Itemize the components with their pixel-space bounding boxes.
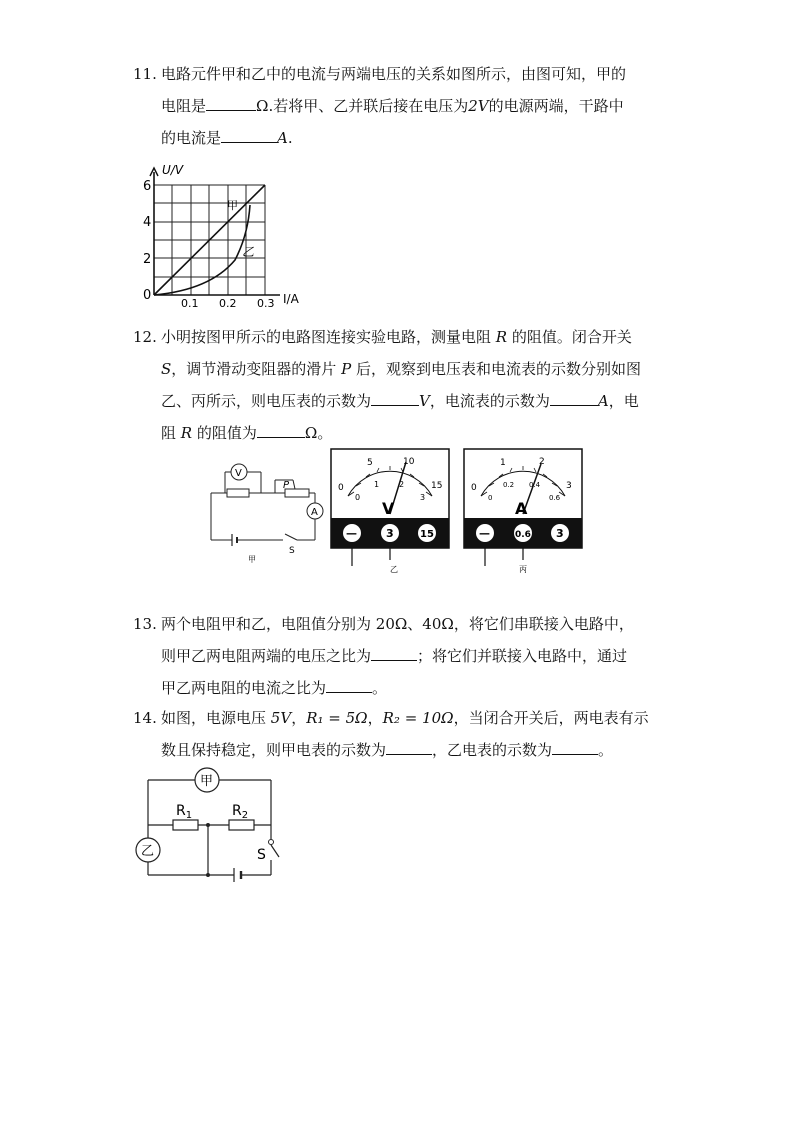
answer-blank[interactable] [386,736,432,755]
ui-graph [140,160,310,310]
q11-line-2: 电阻是 Ω.若将甲、乙并联后接在电压为2V的电源两端，干路中 [133,90,626,122]
q12-line-2: S，调节滑动变阻器的滑片 P 后，观察到电压表和电流表的示数分别如图 [161,360,641,378]
q14-circuit [133,765,283,887]
q13-line-3: 甲乙两电阻的电流之比为 。 [133,672,634,704]
q12-number: 12. [133,328,157,346]
q11-number: 11. [133,65,157,83]
circuit-caption: 甲 [248,555,256,564]
switch-label: S [289,546,295,556]
v-terminal-3: 3 [386,527,394,540]
a-outer-2: 2 [539,457,545,467]
answer-blank[interactable] [221,124,277,143]
v-outer-10: 10 [403,457,415,467]
r1-label: $R_1$ [176,803,193,821]
graph-xlabel: I/A [283,292,299,306]
q13-number: 13. [133,615,157,633]
answer-blank[interactable] [550,387,598,406]
meter-yi-label: 乙 [141,844,155,859]
answer-blank[interactable] [371,642,417,661]
resistor-r2 [229,820,254,830]
label-yi: 乙 [242,245,255,259]
voltmeter-caption: 乙 [390,565,398,574]
v-inner-2: 2 [399,480,405,489]
v-inner-1: 1 [374,480,380,489]
question-12 [133,321,641,449]
q11-line-1: 11. 电路元件甲和乙中的电流与两端电压的关系如图所示，由图可知，甲的 [133,58,626,90]
xtick-0.2: 0.2 [219,297,237,310]
a-inner-0.2: 0.2 [503,481,515,489]
a-inner-0: 0 [488,494,493,502]
r2-label: $R_2$ [232,803,249,821]
answer-blank[interactable] [552,736,598,755]
q12-line-4: 阻 R 的阻值为 Ω。 [133,417,641,449]
voltmeter-unit: V [382,499,395,518]
voltmeter-dial [330,448,450,576]
voltmeter-letter: V [235,468,242,479]
ytick-2: 2 [143,252,152,267]
ammeter-dial [463,448,583,576]
v-terminal-15: 15 [420,529,434,540]
v-inner-0: 0 [355,493,361,502]
label-jia: 甲 [227,199,238,212]
answer-blank[interactable] [326,674,372,693]
a-terminal-3: 3 [556,527,564,540]
v-outer-15: 15 [431,481,443,491]
ammeter-caption: 丙 [519,565,527,574]
a-inner-0.4: 0.4 [529,481,541,489]
ammeter-letter: A [311,507,318,518]
a-terminal-0.6: 0.6 [515,530,531,540]
a-outer-3: 3 [566,481,572,491]
q14-line-1: 14. 如图，电源电压 5V，R₁ = 5Ω，R₂ = 10Ω，当闭合开关后，两电表有示 [133,702,649,734]
q13-line-1: 13. 两个电阻甲和乙，电阻值分别为 20Ω、40Ω，将它们串联接入电路中， [133,608,634,640]
v-outer-5: 5 [367,458,373,468]
v-terminal-neg: — [346,527,357,540]
q14-number: 14. [133,709,157,727]
answer-blank[interactable] [206,92,256,111]
question-14 [133,702,649,766]
ammeter-unit: A [515,499,528,518]
slider-label: P [283,480,290,491]
ytick-4: 4 [143,215,152,230]
xtick-0.1: 0.1 [181,297,199,310]
q14-line-2: 数且保持稳定，则甲电表的示数为 ，乙电表的示数为 。 [133,734,649,766]
v-inner-3: 3 [420,493,426,502]
question-11 [133,58,626,154]
ytick-6: 6 [143,179,152,194]
a-terminal-neg: — [479,527,490,540]
a-inner-0.6: 0.6 [549,494,561,502]
a-outer-0: 0 [471,483,477,493]
q11-line-3: 的电流是 A. [133,122,626,154]
a-outer-1: 1 [500,458,506,468]
xtick-0.3: 0.3 [257,297,275,310]
resistor-r1 [173,820,198,830]
v-outer-0: 0 [338,483,344,493]
answer-blank[interactable] [371,387,419,406]
graph-ylabel: U/V [162,163,184,177]
ytick-0: 0 [143,288,152,303]
q13-line-2: 则甲乙两电阻两端的电压之比为 ；将它们并联接入电路中，通过 [133,640,634,672]
switch-s-label: S [257,847,266,863]
q12-line-3: 乙、丙所示，则电压表的示数为 V，电流表的示数为 A，电 [133,385,641,417]
answer-blank[interactable] [257,419,305,438]
q12-circuit [205,458,330,568]
meter-jia-label: 甲 [200,774,214,789]
q12-line-1: 12. 小明按图甲所示的电路图连接实验电路，测量电阻 R 的阻值。闭合开关 [133,321,641,353]
question-13 [133,608,634,704]
